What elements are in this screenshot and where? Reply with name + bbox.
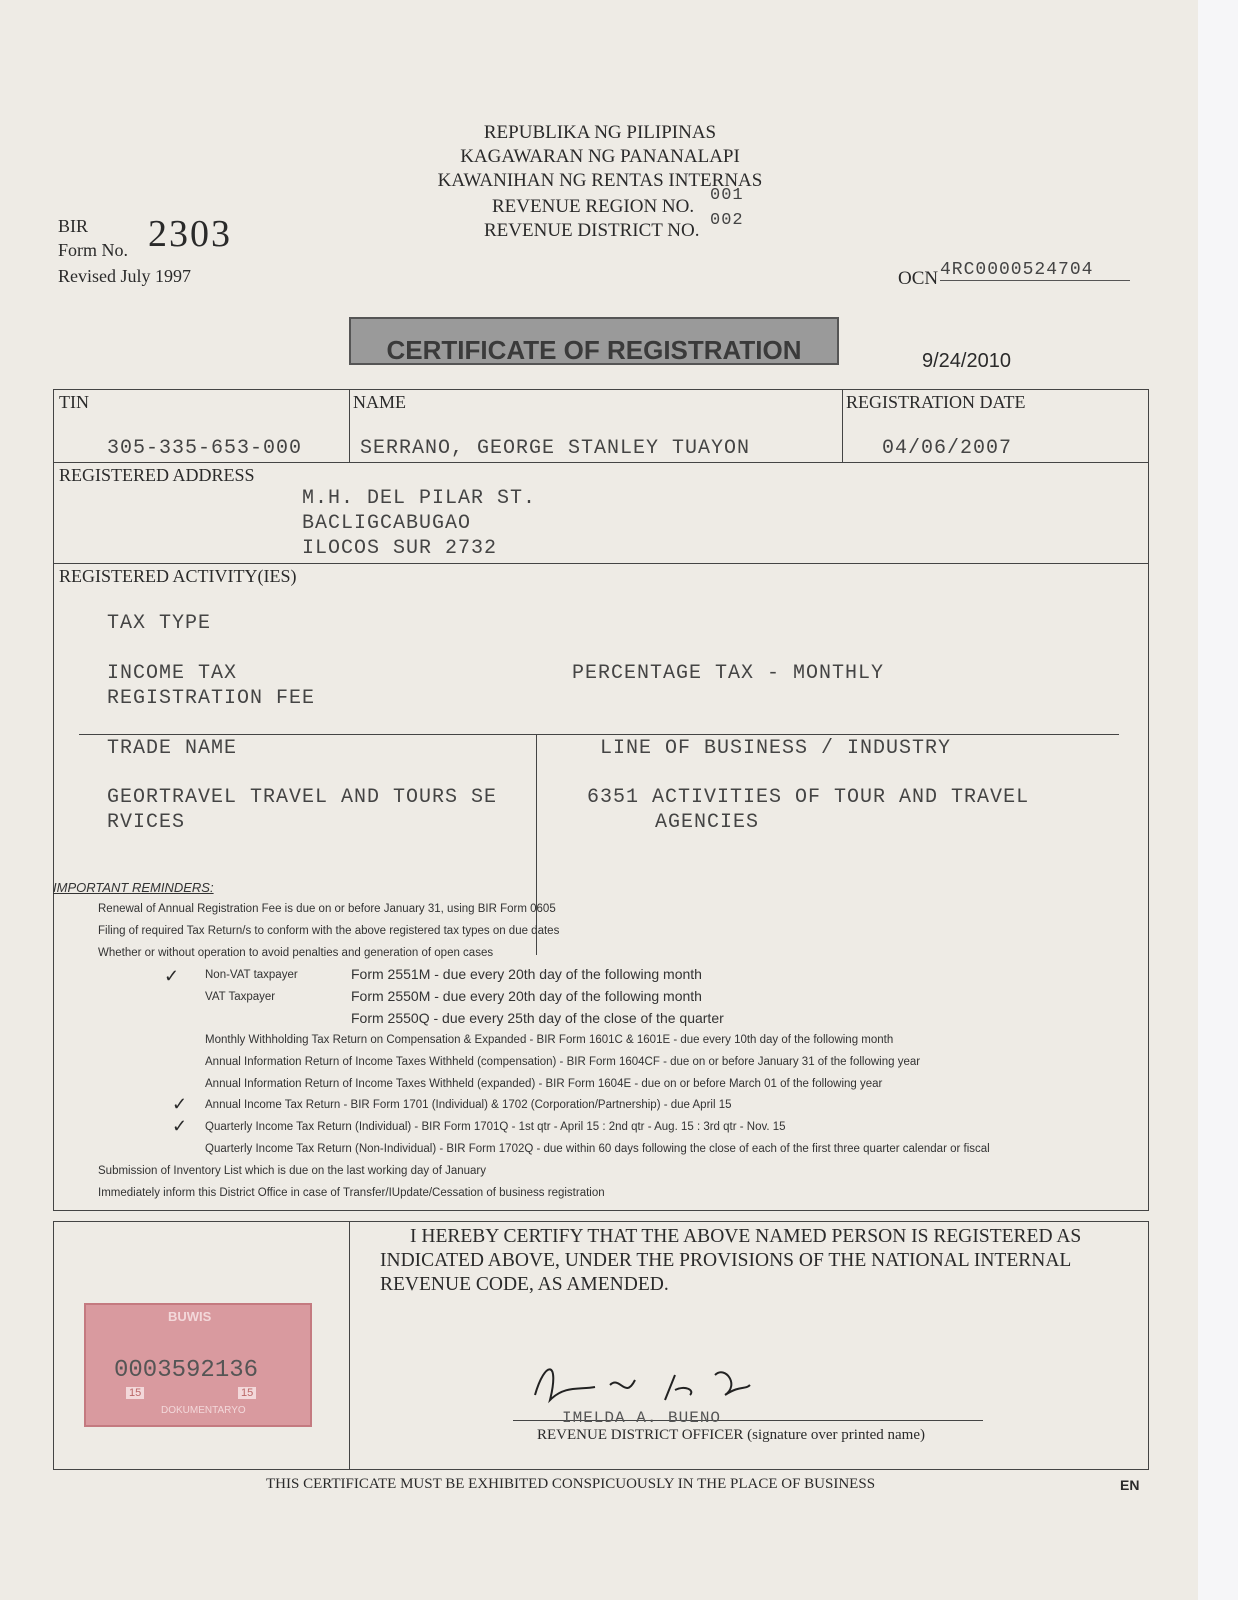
bottom-notice: THIS CERTIFICATE MUST BE EXHIBITED CONSPICUOUSLY IN THE PLACE OF BUSINESS xyxy=(266,1476,876,1492)
form-reminder: Form 2550Q - due every 25th day of the close of the quarter xyxy=(351,1010,724,1026)
reminder: Filing of required Tax Return/s to conform with the above registered tax types on due dates xyxy=(98,925,560,937)
district-no: 002 xyxy=(710,211,744,230)
reminder: Renewal of Annual Registration Fee is due on or before January 31, using BIR Form 0605 xyxy=(98,903,556,915)
address-line: M.H. DEL PILAR ST. xyxy=(302,487,537,510)
checkmark-icon: ✓ xyxy=(172,1094,188,1114)
form-number: 2303 xyxy=(148,213,232,255)
certify-text: REVENUE CODE, AS AMENDED. xyxy=(380,1274,669,1295)
ocn-value: 4RC0000524704 xyxy=(940,260,1130,281)
line-of-business: AGENCIES xyxy=(655,811,760,834)
reminder: Annual Information Return of Income Taxes Withheld (compensation) - BIR Form 1604CF - due on or before January 31 of the following year xyxy=(205,1056,921,1068)
certify-text: I HEREBY CERTIFY THAT THE ABOVE NAMED PERSON IS REGISTERED AS xyxy=(410,1226,1082,1247)
header-line1: REPUBLIKA NG PILIPINAS xyxy=(483,122,717,143)
handwritten-date: 9/24/2010 xyxy=(922,350,1011,372)
line-of-business: 6351 ACTIVITIES OF TOUR AND TRAVEL xyxy=(587,786,1030,809)
certify-text: INDICATED ABOVE, UNDER THE PROVISIONS OF THE NATIONAL INTERNAL xyxy=(380,1250,1072,1271)
tin-label: TIN xyxy=(59,392,89,412)
address-label: REGISTERED ADDRESS xyxy=(59,465,255,485)
region-no: 001 xyxy=(710,186,744,205)
reminder: Whether or without operation to avoid penalties and generation of open cases xyxy=(98,947,494,959)
nonvat-label: Non-VAT taxpayer xyxy=(205,969,298,981)
header-line3: KAWANIHAN NG RENTAS INTERNAS xyxy=(437,170,763,191)
tax-type: PERCENTAGE TAX - MONTHLY xyxy=(572,662,885,685)
scan-edge xyxy=(1198,0,1238,1600)
divider xyxy=(349,1221,350,1470)
reminder: Immediately inform this District Office in case of Transfer/IUpdate/Cessation of business registration xyxy=(98,1187,605,1199)
trade-name: RVICES xyxy=(107,811,186,834)
line-of-business-label: LINE OF BUSINESS / INDUSTRY xyxy=(600,737,952,760)
registration-date-value: 04/06/2007 xyxy=(882,437,1013,460)
region-label: REVENUE REGION NO. xyxy=(492,196,695,217)
bir-label: BIR xyxy=(58,216,89,236)
officer-name: IMELDA A. BUENO xyxy=(562,1409,722,1427)
officer-label: REVENUE DISTRICT OFFICER (signature over printed name) xyxy=(537,1427,926,1443)
divider xyxy=(349,389,350,462)
tin-value: 305-335-653-000 xyxy=(107,437,303,460)
stamp-denom: 15 xyxy=(238,1387,256,1399)
tax-type-label: TAX TYPE xyxy=(107,612,212,635)
stamp-top: BUWIS xyxy=(168,1309,212,1324)
divider xyxy=(79,734,1119,735)
ocn-label: OCN xyxy=(898,268,939,289)
tax-type: INCOME TAX xyxy=(107,662,238,685)
divider xyxy=(536,735,537,955)
documentary-stamp xyxy=(84,1303,312,1427)
header-line2: KAGAWARAN NG PANANALAPI xyxy=(460,146,740,167)
reminder: Annual Information Return of Income Taxes Withheld (expanded) - BIR Form 1604E - due on or before March 01 of the following year xyxy=(205,1078,883,1090)
stamp-denom: 15 xyxy=(126,1387,144,1399)
revised-date: Revised July 1997 xyxy=(58,266,191,286)
divider xyxy=(53,563,1149,564)
reminder: Submission of Inventory List which is due on the last working day of January xyxy=(98,1165,487,1177)
district-label: REVENUE DISTRICT NO. xyxy=(484,220,700,241)
address-line: BACLIGCABUGAO xyxy=(302,512,472,535)
address-line: ILOCOS SUR 2732 xyxy=(302,537,498,560)
form-code: EN xyxy=(1120,1477,1140,1493)
registration-date-label: REGISTRATION DATE xyxy=(846,392,1026,412)
form-no-label: Form No. xyxy=(58,240,129,260)
reminder: Annual Income Tax Return - BIR Form 1701 (Individual) & 1702 (Corporation/Partnership) - due April 15 xyxy=(205,1099,732,1111)
reminder: Quarterly Income Tax Return (Individual) - BIR Form 1701Q - 1st qtr - April 15 : 2nd qtr - Aug. 15 : 3rd qtr - Nov. 15 xyxy=(205,1121,786,1133)
trade-name: GEORTRAVEL TRAVEL AND TOURS SE xyxy=(107,786,498,809)
form-reminder: Form 2551M - due every 20th day of the following month xyxy=(351,966,702,982)
divider xyxy=(842,389,843,462)
checkmark-icon: ✓ xyxy=(164,966,180,986)
reminder: Quarterly Income Tax Return (Non-Individual) - BIR Form 1702Q - due within 60 days following the close of each of the first three quarter calendar or fiscal xyxy=(205,1143,990,1155)
stamp-number: 0003592136 xyxy=(114,1357,259,1384)
checkmark-icon: ✓ xyxy=(172,1116,188,1136)
certificate-title: CERTIFICATE OF REGISTRATION xyxy=(349,317,839,365)
tax-type: REGISTRATION FEE xyxy=(107,687,316,710)
divider xyxy=(53,462,1149,463)
trade-name-label: TRADE NAME xyxy=(107,737,238,760)
stamp-band: DOKUMENTARYO xyxy=(161,1405,246,1416)
reminder: Monthly Withholding Tax Return on Compensation & Expanded - BIR Form 1601C & 1601E - due every 10th day of the following month xyxy=(205,1034,894,1046)
activities-label: REGISTERED ACTIVITY(IES) xyxy=(59,566,297,586)
reminders-title: IMPORTANT REMINDERS: xyxy=(53,880,214,895)
signature xyxy=(525,1355,765,1415)
name-value: SERRANO, GEORGE STANLEY TUAYON xyxy=(360,437,751,460)
form-reminder: Form 2550M - due every 20th day of the following month xyxy=(351,988,702,1004)
vat-label: VAT Taxpayer xyxy=(205,991,276,1003)
name-label: NAME xyxy=(353,392,406,412)
